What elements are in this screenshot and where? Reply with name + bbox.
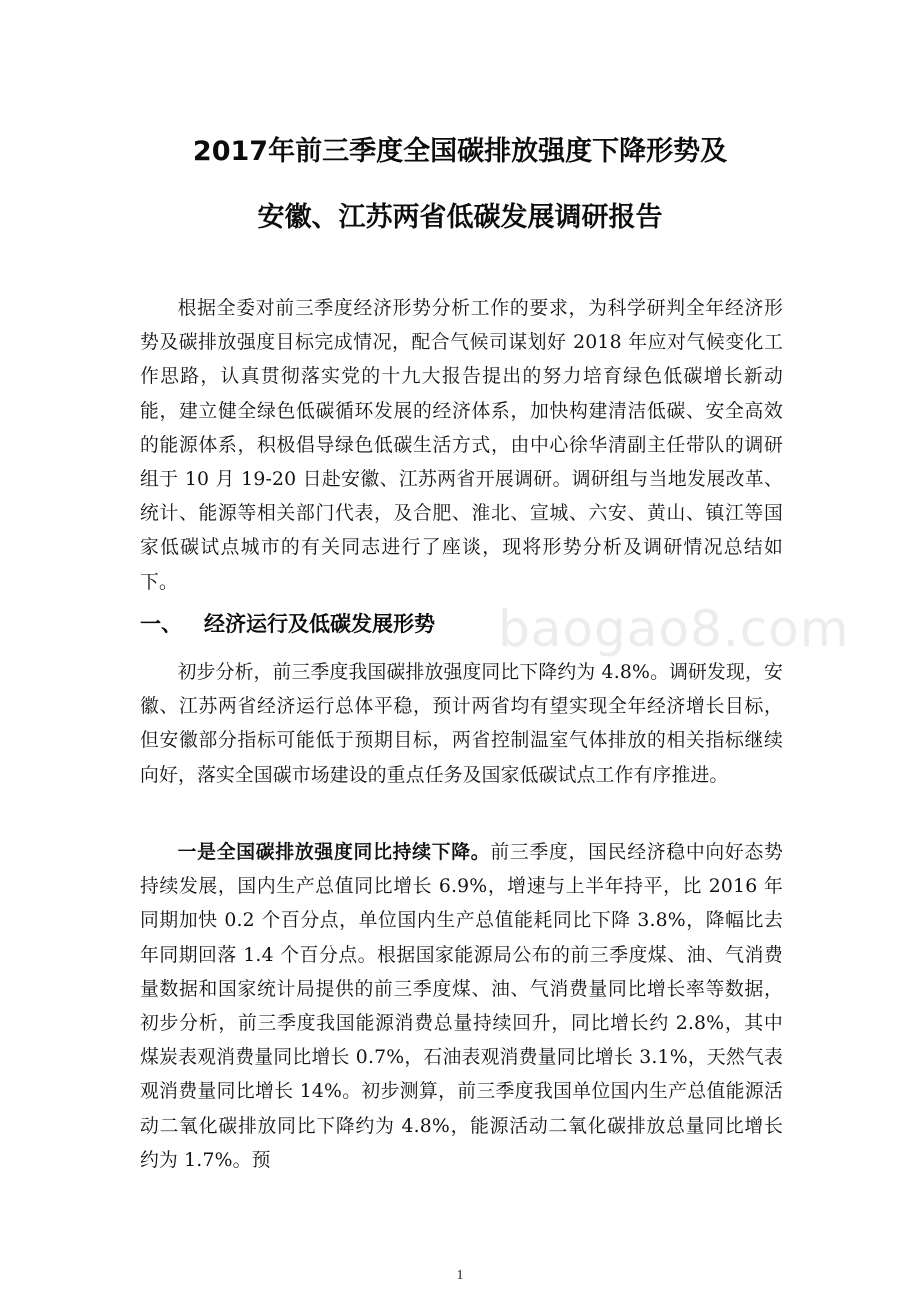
watermark: baogao8.com xyxy=(498,600,850,658)
section-1-paragraph: 初步分析，前三季度我国碳排放强度同比下降约为 4.8%。调研发现，安徽、江苏两省经济运行总体平稳，预计两省均有望实现全年经济增长目标，但安徽部分指标可能低于预期目标，两省控制温室气体排放的相关指标继续向好，落实全国碳市场建设的重点任务及国家低碳试点工作有序推进。 xyxy=(140,662,783,786)
section-1-number: 一、 xyxy=(140,612,182,636)
point-1-paragraph xyxy=(140,836,783,1178)
document-title-line-2: 安徽、江苏两省低碳发展调研报告 xyxy=(257,202,663,233)
page-number: 1 xyxy=(456,1268,464,1283)
section-1-heading xyxy=(140,608,435,638)
document-title-line-1: 2017年前三季度全国碳排放强度下降形势及 xyxy=(192,136,728,167)
section-1-title: 经济运行及低碳发展形势 xyxy=(204,612,435,636)
intro-paragraph: 根据全委对前三季度经济形势分析工作的要求，为科学研判全年经济形势及碳排放强度目标完成情况，配合气候司谋划好 2018 年应对气候变化工作思路，认真贯彻落实党的十九大报告提出的努力培育绿色低碳增长新动能，建立健全绿色低碳循环发展的经济体系，加快构建清洁低碳、安全高效的能源体系，积极倡导绿色低碳生活方式，由中心徐华清副主任带队的调研组于 10 月 19-20 日赴安徽、江苏两省开展调研。调研组与当地发展改革、统计、能源等相关部门代表，及合肥、淮北、宣城、六安、黄山、镇江等国家低碳试点城市的有关同志进行了座谈，现将形势分析及调研情况总结如下。 xyxy=(140,298,783,593)
point-1-lead: 一是全国碳排放强度同比持续下降。 xyxy=(177,842,491,863)
point-1-body: 前三季度，国民经济稳中向好态势持续发展，国内生产总值同比增长 6.9%，增速与上半年持平，比 2016 年同期加快 0.2 个百分点，单位国内生产总值能耗同比下降 3.8%，降幅比去年同期回落 1.4 个百分点。根据国家能源局公布的前三季度煤、油、气消费量数据和国家统计局提供的前三季度煤、油、气消费量同比增长率等数据，初步分析，前三季度我国能源消费总量持续回升，同比增长约 2.8%，其中煤炭表观消费量同比增长 0.7%，石油表观消费量同比增长 3.1%，天然气表观消费量同比增长 14%。初步测算，前三季度我国单位国内生产总值能源活动二氧化碳排放同比下降约为 4.8%，能源活动二氧化碳排放总量同比增长约为 1.7%。预 xyxy=(140,842,784,1171)
